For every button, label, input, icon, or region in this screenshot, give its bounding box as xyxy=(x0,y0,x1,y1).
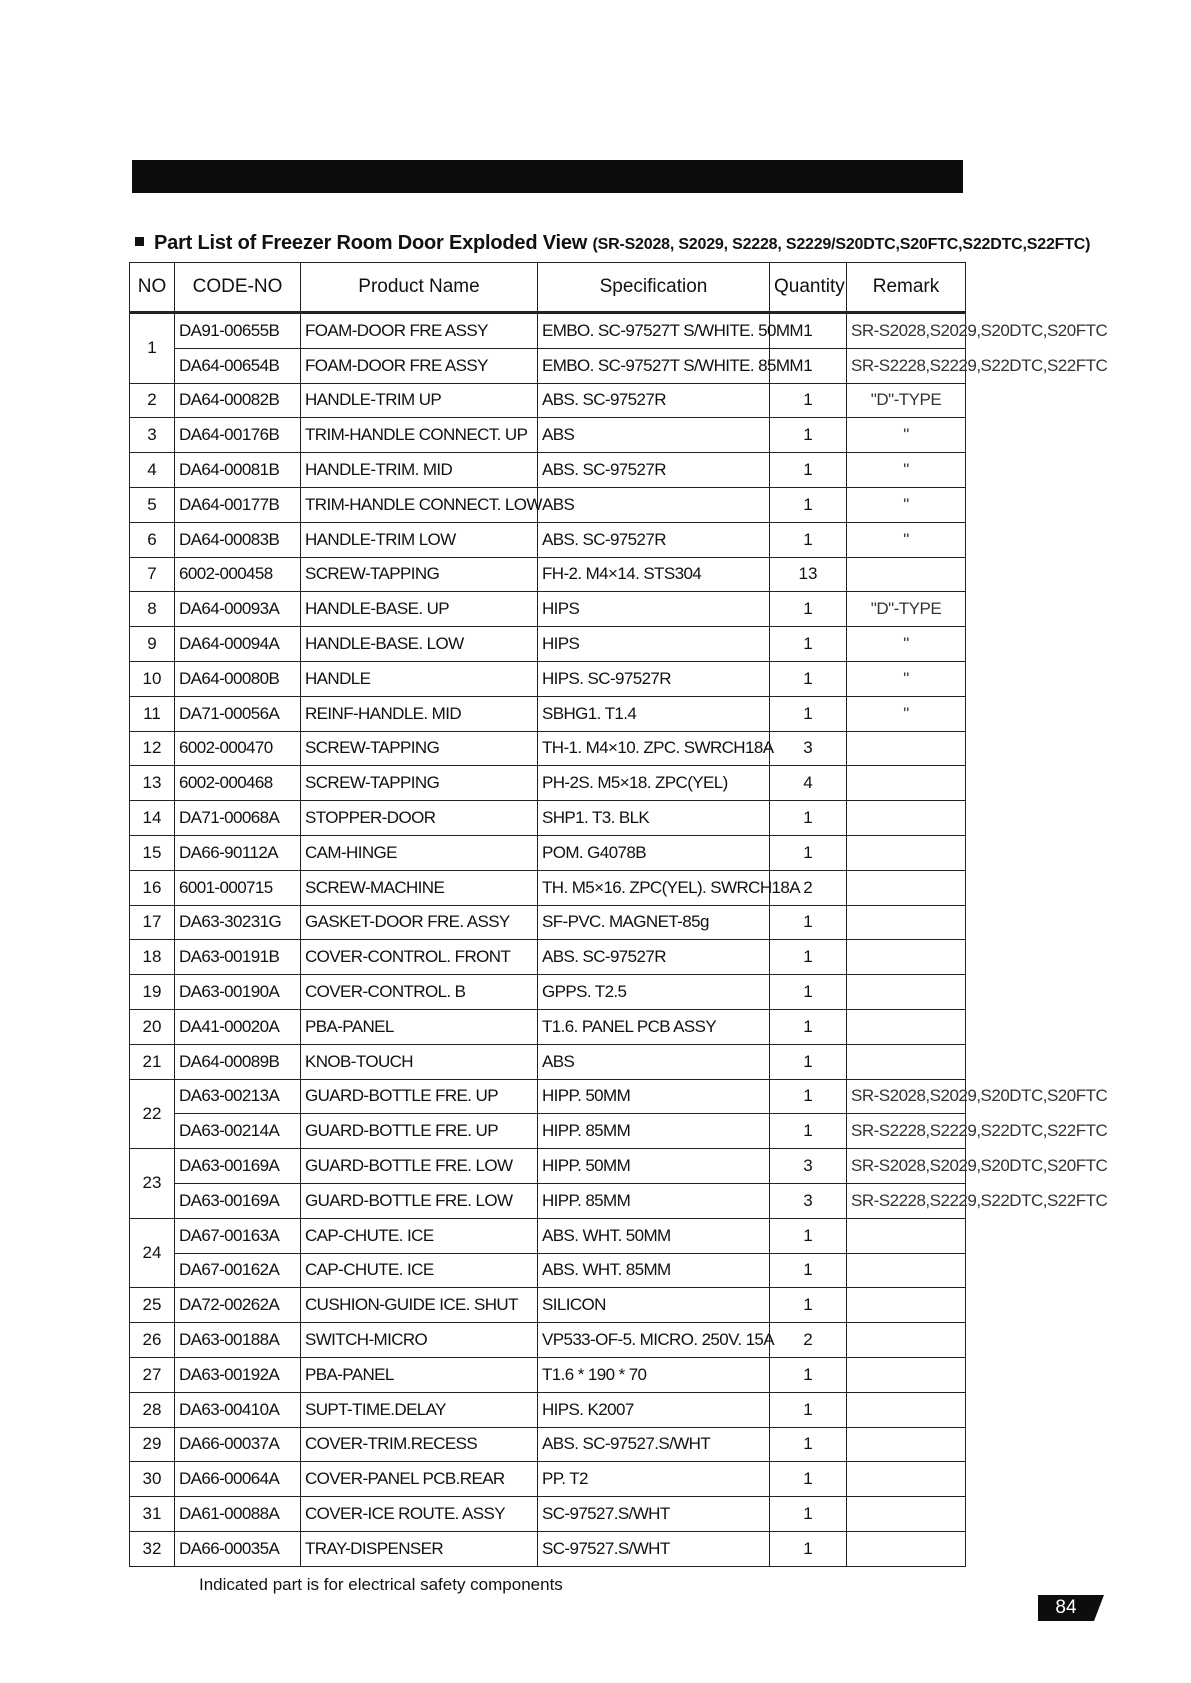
row-name: SCREW-TAPPING xyxy=(301,557,538,592)
row-remark xyxy=(847,1392,966,1427)
row-name: GUARD-BOTTLE FRE. UP xyxy=(301,1114,538,1149)
table-header-row xyxy=(130,263,966,313)
row-code: DA66-90112A xyxy=(175,835,301,870)
row-name: SWITCH-MICRO xyxy=(301,1323,538,1358)
row-qty: 3 xyxy=(770,731,847,766)
row-code: DA64-00089B xyxy=(175,1044,301,1079)
row-spec: SF-PVC. MAGNET-85g xyxy=(538,905,770,940)
row-name: CUSHION-GUIDE ICE. SHUT xyxy=(301,1288,538,1323)
row-no: 13 xyxy=(130,766,175,801)
row-remark xyxy=(847,870,966,905)
row-remark xyxy=(847,905,966,940)
table-row xyxy=(130,418,966,453)
row-remark: " xyxy=(847,627,966,662)
row-spec: ABS xyxy=(538,487,770,522)
row-spec: SC-97527.S/WHT xyxy=(538,1531,770,1566)
row-code: DA71-00056A xyxy=(175,696,301,731)
row-name: FOAM-DOOR FRE ASSY xyxy=(301,313,538,349)
row-remark xyxy=(847,1427,966,1462)
row-name: PBA-PANEL xyxy=(301,1009,538,1044)
row-name: KNOB-TOUCH xyxy=(301,1044,538,1079)
row-qty: 13 xyxy=(770,557,847,592)
title-text: Part List of Freezer Room Door Exploded View xyxy=(154,232,588,254)
row-code: DA63-00169A xyxy=(175,1183,301,1218)
row-spec: VP533-OF-5. MICRO. 250V. 15A xyxy=(538,1323,770,1358)
row-name: SCREW-MACHINE xyxy=(301,870,538,905)
row-remark xyxy=(847,1357,966,1392)
row-code: DA64-00080B xyxy=(175,661,301,696)
row-remark: " xyxy=(847,696,966,731)
header-code-no: CODE-NO xyxy=(175,263,301,313)
row-code: DA91-00655B xyxy=(175,313,301,349)
table-row xyxy=(130,348,966,383)
row-code: DA63-00191B xyxy=(175,940,301,975)
table-row xyxy=(130,1462,966,1497)
row-code: DA63-00190A xyxy=(175,975,301,1010)
row-no: 5 xyxy=(130,487,175,522)
row-code: DA63-00188A xyxy=(175,1323,301,1358)
row-name: HANDLE-TRIM UP xyxy=(301,383,538,418)
row-code: DA64-00177B xyxy=(175,487,301,522)
row-spec: HIPS xyxy=(538,627,770,662)
row-remark xyxy=(847,835,966,870)
row-spec: SILICON xyxy=(538,1288,770,1323)
row-spec: TH. M5×16. ZPC(YEL). SWRCH18A xyxy=(538,870,770,905)
row-name: STOPPER-DOOR xyxy=(301,801,538,836)
table-row xyxy=(130,1323,966,1358)
table-row xyxy=(130,383,966,418)
row-spec: ABS. WHT. 85MM xyxy=(538,1253,770,1288)
row-code: 6001-000715 xyxy=(175,870,301,905)
row-qty: 2 xyxy=(770,870,847,905)
row-spec: EMBO. SC-97527T S/WHITE. 85MM xyxy=(538,348,770,383)
row-remark xyxy=(847,1218,966,1253)
table-row xyxy=(130,522,966,557)
row-spec: ABS xyxy=(538,418,770,453)
row-name: HANDLE-TRIM LOW xyxy=(301,522,538,557)
table-row xyxy=(130,1009,966,1044)
row-name: COVER-CONTROL. B xyxy=(301,975,538,1010)
row-spec: SBHG1. T1.4 xyxy=(538,696,770,731)
row-qty: 1 xyxy=(770,1531,847,1566)
row-qty: 1 xyxy=(770,487,847,522)
row-name: GUARD-BOTTLE FRE. LOW xyxy=(301,1183,538,1218)
row-remark xyxy=(847,940,966,975)
row-spec: EMBO. SC-97527T S/WHITE. 50MM xyxy=(538,313,770,349)
row-spec: ABS. SC-97527R xyxy=(538,940,770,975)
row-qty: 1 xyxy=(770,1427,847,1462)
header-product-name: Product Name xyxy=(301,263,538,313)
row-qty: 1 xyxy=(770,1079,847,1114)
page-tab-shape xyxy=(1094,1595,1104,1621)
row-code: 6002-000470 xyxy=(175,731,301,766)
row-no: 20 xyxy=(130,1009,175,1044)
table-row xyxy=(130,870,966,905)
row-qty: 1 xyxy=(770,975,847,1010)
row-code: DA71-00068A xyxy=(175,801,301,836)
row-no: 23 xyxy=(130,1149,175,1219)
table-row xyxy=(130,313,966,349)
table-row xyxy=(130,1531,966,1566)
header-bar xyxy=(132,160,963,193)
row-spec: T1.6 * 190 * 70 xyxy=(538,1357,770,1392)
row-name: TRIM-HANDLE CONNECT. LOW xyxy=(301,487,538,522)
row-no: 9 xyxy=(130,627,175,662)
row-qty: 1 xyxy=(770,905,847,940)
table-row xyxy=(130,1218,966,1253)
table-row xyxy=(130,1114,966,1149)
row-code: 6002-000458 xyxy=(175,557,301,592)
row-spec: HIPS xyxy=(538,592,770,627)
row-code: DA67-00162A xyxy=(175,1253,301,1288)
table-row xyxy=(130,1253,966,1288)
row-qty: 4 xyxy=(770,766,847,801)
row-spec: PH-2S. M5×18. ZPC(YEL) xyxy=(538,766,770,801)
row-name: HANDLE xyxy=(301,661,538,696)
row-code: DA72-00262A xyxy=(175,1288,301,1323)
row-remark: " xyxy=(847,522,966,557)
table-row xyxy=(130,1183,966,1218)
row-qty: 1 xyxy=(770,1462,847,1497)
page-title xyxy=(135,232,1090,255)
row-no: 4 xyxy=(130,453,175,488)
row-remark: "D"-TYPE xyxy=(847,383,966,418)
row-code: DA66-00037A xyxy=(175,1427,301,1462)
bullet-icon xyxy=(135,237,144,246)
parts-table-body xyxy=(130,313,1108,1567)
row-spec: HIPP. 50MM xyxy=(538,1079,770,1114)
row-qty: 1 xyxy=(770,592,847,627)
row-remark xyxy=(847,557,966,592)
row-code: DA63-30231G xyxy=(175,905,301,940)
row-remark xyxy=(847,1009,966,1044)
row-qty: 1 xyxy=(770,696,847,731)
row-qty: 2 xyxy=(770,1323,847,1358)
row-qty: 1 xyxy=(770,1357,847,1392)
header-remark: Remark xyxy=(847,263,966,313)
row-no: 2 xyxy=(130,383,175,418)
table-row xyxy=(130,453,966,488)
row-code: DA63-00410A xyxy=(175,1392,301,1427)
row-remark: SR-S2228,S2229,S22DTC,S22FTC xyxy=(847,1114,966,1149)
row-spec: FH-2. M4×14. STS304 xyxy=(538,557,770,592)
row-code: DA63-00169A xyxy=(175,1149,301,1184)
row-spec: ABS. SC-97527R xyxy=(538,383,770,418)
row-no: 17 xyxy=(130,905,175,940)
table-row xyxy=(130,766,966,801)
row-code: DA64-00654B xyxy=(175,348,301,383)
row-no: 31 xyxy=(130,1497,175,1532)
title-models: (SR-S2028, S2029, S2228, S2229/S20DTC,S20FTC,S22DTC,S22FTC) xyxy=(592,236,1091,253)
row-qty: 1 xyxy=(770,801,847,836)
row-remark: "D"-TYPE xyxy=(847,592,966,627)
row-remark xyxy=(847,766,966,801)
row-qty: 1 xyxy=(770,453,847,488)
table-row xyxy=(130,592,966,627)
row-no: 12 xyxy=(130,731,175,766)
row-spec: TH-1. M4×10. ZPC. SWRCH18A xyxy=(538,731,770,766)
row-spec: GPPS. T2.5 xyxy=(538,975,770,1010)
row-name: FOAM-DOOR FRE ASSY xyxy=(301,348,538,383)
row-no: 30 xyxy=(130,1462,175,1497)
row-remark: " xyxy=(847,661,966,696)
table-row xyxy=(130,1392,966,1427)
row-no: 6 xyxy=(130,522,175,557)
row-no: 16 xyxy=(130,870,175,905)
row-code: DA64-00176B xyxy=(175,418,301,453)
row-name: GASKET-DOOR FRE. ASSY xyxy=(301,905,538,940)
row-qty: 1 xyxy=(770,383,847,418)
table-row xyxy=(130,940,966,975)
row-no: 22 xyxy=(130,1079,175,1149)
row-code: DA66-00035A xyxy=(175,1531,301,1566)
table-row xyxy=(130,661,966,696)
row-name: COVER-PANEL PCB.REAR xyxy=(301,1462,538,1497)
row-spec: ABS. SC-97527R xyxy=(538,453,770,488)
footnote: Indicated part is for electrical safety components xyxy=(199,1575,563,1594)
row-no: 8 xyxy=(130,592,175,627)
row-spec: ABS xyxy=(538,1044,770,1079)
row-remark: SR-S2028,S2029,S20DTC,S20FTC xyxy=(847,313,966,349)
row-remark xyxy=(847,975,966,1010)
table-row xyxy=(130,835,966,870)
header-quantity: Quantity xyxy=(770,263,847,313)
row-name: COVER-CONTROL. FRONT xyxy=(301,940,538,975)
row-no: 21 xyxy=(130,1044,175,1079)
row-code: DA63-00213A xyxy=(175,1079,301,1114)
row-no: 1 xyxy=(130,313,175,384)
row-spec: T1.6. PANEL PCB ASSY xyxy=(538,1009,770,1044)
row-code: 6002-000468 xyxy=(175,766,301,801)
row-qty: 1 xyxy=(770,1497,847,1532)
row-name: HANDLE-BASE. LOW xyxy=(301,627,538,662)
row-no: 24 xyxy=(130,1218,175,1288)
row-spec: ABS. WHT. 50MM xyxy=(538,1218,770,1253)
row-code: DA66-00064A xyxy=(175,1462,301,1497)
header-no: NO xyxy=(130,263,175,313)
table-row xyxy=(130,1497,966,1532)
row-remark: " xyxy=(847,418,966,453)
row-remark: SR-S2228,S2229,S22DTC,S22FTC xyxy=(847,348,966,383)
row-name: SCREW-TAPPING xyxy=(301,731,538,766)
row-spec: ABS. SC-97527R xyxy=(538,522,770,557)
row-qty: 1 xyxy=(770,1114,847,1149)
row-no: 27 xyxy=(130,1357,175,1392)
row-qty: 1 xyxy=(770,835,847,870)
row-spec: SHP1. T3. BLK xyxy=(538,801,770,836)
row-qty: 1 xyxy=(770,1392,847,1427)
row-name: CAP-CHUTE. ICE xyxy=(301,1218,538,1253)
row-remark: " xyxy=(847,487,966,522)
row-name: SUPT-TIME.DELAY xyxy=(301,1392,538,1427)
row-spec: ABS. SC-97527.S/WHT xyxy=(538,1427,770,1462)
row-qty: 3 xyxy=(770,1149,847,1184)
row-spec: POM. G4078B xyxy=(538,835,770,870)
row-name: CAP-CHUTE. ICE xyxy=(301,1253,538,1288)
table-row xyxy=(130,487,966,522)
row-spec: HIPP. 85MM xyxy=(538,1114,770,1149)
row-no: 10 xyxy=(130,661,175,696)
row-name: REINF-HANDLE. MID xyxy=(301,696,538,731)
row-name: COVER-TRIM.RECESS xyxy=(301,1427,538,1462)
row-code: DA63-00214A xyxy=(175,1114,301,1149)
row-code: DA64-00081B xyxy=(175,453,301,488)
row-remark xyxy=(847,1288,966,1323)
row-spec: HIPS. SC-97527R xyxy=(538,661,770,696)
row-spec: SC-97527.S/WHT xyxy=(538,1497,770,1532)
row-no: 14 xyxy=(130,801,175,836)
row-remark xyxy=(847,731,966,766)
row-remark xyxy=(847,1323,966,1358)
row-code: DA64-00083B xyxy=(175,522,301,557)
row-qty: 1 xyxy=(770,661,847,696)
row-remark: SR-S2028,S2029,S20DTC,S20FTC xyxy=(847,1079,966,1114)
row-name: GUARD-BOTTLE FRE. LOW xyxy=(301,1149,538,1184)
row-qty: 1 xyxy=(770,627,847,662)
row-no: 7 xyxy=(130,557,175,592)
row-remark: SR-S2228,S2229,S22DTC,S22FTC xyxy=(847,1183,966,1218)
row-name: SCREW-TAPPING xyxy=(301,766,538,801)
row-spec: HIPP. 50MM xyxy=(538,1149,770,1184)
row-no: 29 xyxy=(130,1427,175,1462)
table-row xyxy=(130,905,966,940)
row-remark xyxy=(847,1531,966,1566)
row-no: 19 xyxy=(130,975,175,1010)
row-spec: PP. T2 xyxy=(538,1462,770,1497)
header-specification: Specification xyxy=(538,263,770,313)
row-qty: 1 xyxy=(770,522,847,557)
row-name: HANDLE-BASE. UP xyxy=(301,592,538,627)
row-name: TRIM-HANDLE CONNECT. UP xyxy=(301,418,538,453)
row-spec: HIPP. 85MM xyxy=(538,1183,770,1218)
row-code: DA64-00094A xyxy=(175,627,301,662)
row-qty: 1 xyxy=(770,1253,847,1288)
row-remark xyxy=(847,801,966,836)
row-code: DA61-00088A xyxy=(175,1497,301,1532)
row-qty: 3 xyxy=(770,1183,847,1218)
row-remark xyxy=(847,1044,966,1079)
row-name: GUARD-BOTTLE FRE. UP xyxy=(301,1079,538,1114)
table-row xyxy=(130,801,966,836)
table-row xyxy=(130,1044,966,1079)
row-remark xyxy=(847,1462,966,1497)
row-code: DA41-00020A xyxy=(175,1009,301,1044)
table-row xyxy=(130,557,966,592)
row-remark xyxy=(847,1497,966,1532)
table-row xyxy=(130,731,966,766)
row-code: DA67-00163A xyxy=(175,1218,301,1253)
table-row xyxy=(130,1149,966,1184)
row-remark xyxy=(847,1253,966,1288)
row-remark: SR-S2028,S2029,S20DTC,S20FTC xyxy=(847,1149,966,1184)
page-number-text: 84 xyxy=(1055,1597,1077,1618)
table-row xyxy=(130,1079,966,1114)
page-number xyxy=(1038,1595,1094,1621)
row-no: 18 xyxy=(130,940,175,975)
row-code: DA63-00192A xyxy=(175,1357,301,1392)
table-row xyxy=(130,1288,966,1323)
row-qty: 1 xyxy=(770,1218,847,1253)
row-name: HANDLE-TRIM. MID xyxy=(301,453,538,488)
row-no: 26 xyxy=(130,1323,175,1358)
table-row xyxy=(130,627,966,662)
row-qty: 1 xyxy=(770,418,847,453)
row-qty: 1 xyxy=(770,1044,847,1079)
row-name: TRAY-DISPENSER xyxy=(301,1531,538,1566)
row-remark: " xyxy=(847,453,966,488)
row-code: DA64-00082B xyxy=(175,383,301,418)
row-name: PBA-PANEL xyxy=(301,1357,538,1392)
table-row xyxy=(130,1427,966,1462)
table-row xyxy=(130,975,966,1010)
row-qty: 1 xyxy=(770,313,847,349)
table-row xyxy=(130,1357,966,1392)
row-qty: 1 xyxy=(770,348,847,383)
row-code: DA64-00093A xyxy=(175,592,301,627)
row-name: COVER-ICE ROUTE. ASSY xyxy=(301,1497,538,1532)
row-no: 15 xyxy=(130,835,175,870)
row-no: 3 xyxy=(130,418,175,453)
row-no: 28 xyxy=(130,1392,175,1427)
row-no: 11 xyxy=(130,696,175,731)
row-no: 32 xyxy=(130,1531,175,1566)
row-no: 25 xyxy=(130,1288,175,1323)
row-qty: 1 xyxy=(770,940,847,975)
table-row xyxy=(130,696,966,731)
row-qty: 1 xyxy=(770,1009,847,1044)
row-spec: HIPS. K2007 xyxy=(538,1392,770,1427)
parts-table xyxy=(129,262,1108,1567)
row-qty: 1 xyxy=(770,1288,847,1323)
row-name: CAM-HINGE xyxy=(301,835,538,870)
